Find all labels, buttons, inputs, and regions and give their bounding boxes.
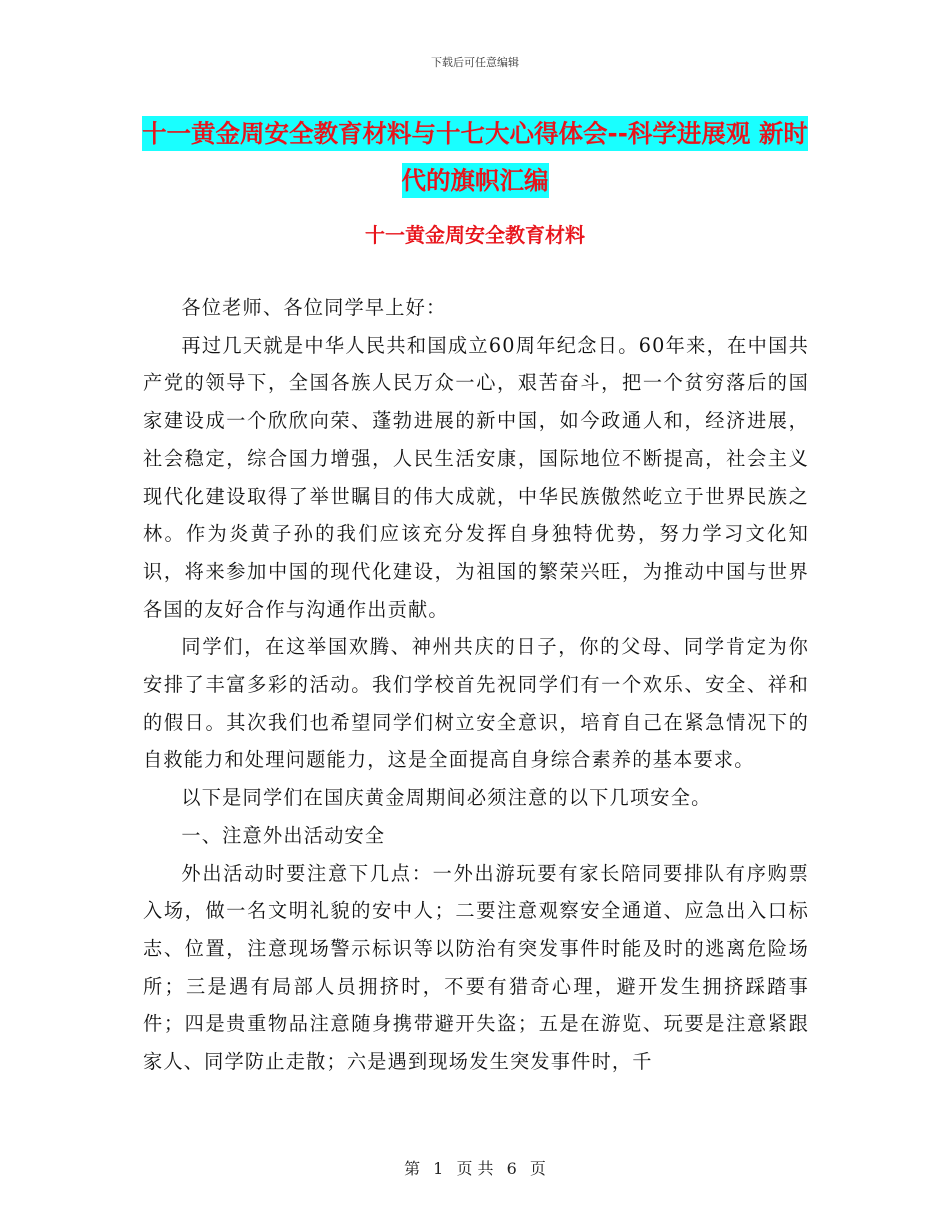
footer-total-pages: 6 bbox=[506, 1159, 517, 1178]
footer-middle: 页 共 bbox=[456, 1159, 494, 1178]
paragraph-greeting: 各位老师、各位同学早上好： bbox=[181, 296, 447, 319]
page-footer bbox=[0, 1156, 950, 1179]
document-body bbox=[143, 289, 809, 1081]
document-title-text: 十一黄金周安全教育材料与十七大心得体会--科学进展观 新时代的旗帜汇编 bbox=[142, 116, 808, 198]
footer-prefix: 第 bbox=[404, 1159, 421, 1178]
page-header-note: 下载后可任意编辑 bbox=[431, 56, 519, 69]
paragraph-safety-intro: 以下是同学们在国庆黄金周期间必须注意的以下几项安全。 bbox=[181, 786, 712, 810]
paragraph-holiday-wishes: 同学们，在这举国欢腾、神州共庆的日子，你的父母、同学肯定为你安排了丰富多彩的活动。我们学校首先祝同学们有一个欢乐、安全、祥和的假日。其次我们也希望同学们树立安全意识，培育自己在紧急情况下的自救能力和处理问题能力，这是全面提高自身综合素养的基本要求。 bbox=[143, 635, 809, 772]
paragraph-outing-tips: 外出活动时要注意下几点：一外出游玩要有家长陪同要排队有序购票入场，做一名文明礼貌的安中人；二要注意观察安全通道、应急出入口标志、位置，注意现场警示标识等以防治有突发事件时能及时的逃离危险场所；三是遇有局部人员拥挤时，不要有猎奇心理，避开发生拥挤踩踏事件；四是贵重物品注意随身携带避开失盗；五是在游览、玩要是注意紧跟家人、同学防止走散；六是遇到现场发生突发事件时，千 bbox=[143, 861, 809, 1074]
document-title bbox=[140, 110, 810, 204]
footer-suffix: 页 bbox=[529, 1159, 546, 1178]
paragraph-anniversary: 再过几天就是中华人民共和国成立60周年纪念日。60年来，在中国共产党的领导下，全国各族人民万众一心，艰苦奋斗，把一个贫穷落后的国家建设成一个欣欣向荣、蓬勃进展的新中国，如今政通人和，经济进展，社会稳定，综合国力增强，人民生活安康，国际地位不断提高，社会主义现代化建设取得了举世瞩目的伟大成就，中华民族傲然屹立于世界民族之林。作为炎黄子孙的我们应该充分发挥自身独特优势，努力学习文化知识，将来参加中国的现代化建设，为祖国的繁荣兴旺，为推动中国与世界各国的友好合作与沟通作出贡献。 bbox=[143, 333, 809, 621]
paragraph-heading-outing-safety: 一、注意外出活动安全 bbox=[181, 823, 386, 847]
footer-page-number: 1 bbox=[433, 1159, 444, 1178]
section-title: 十一黄金周安全教育材料 bbox=[365, 223, 585, 247]
